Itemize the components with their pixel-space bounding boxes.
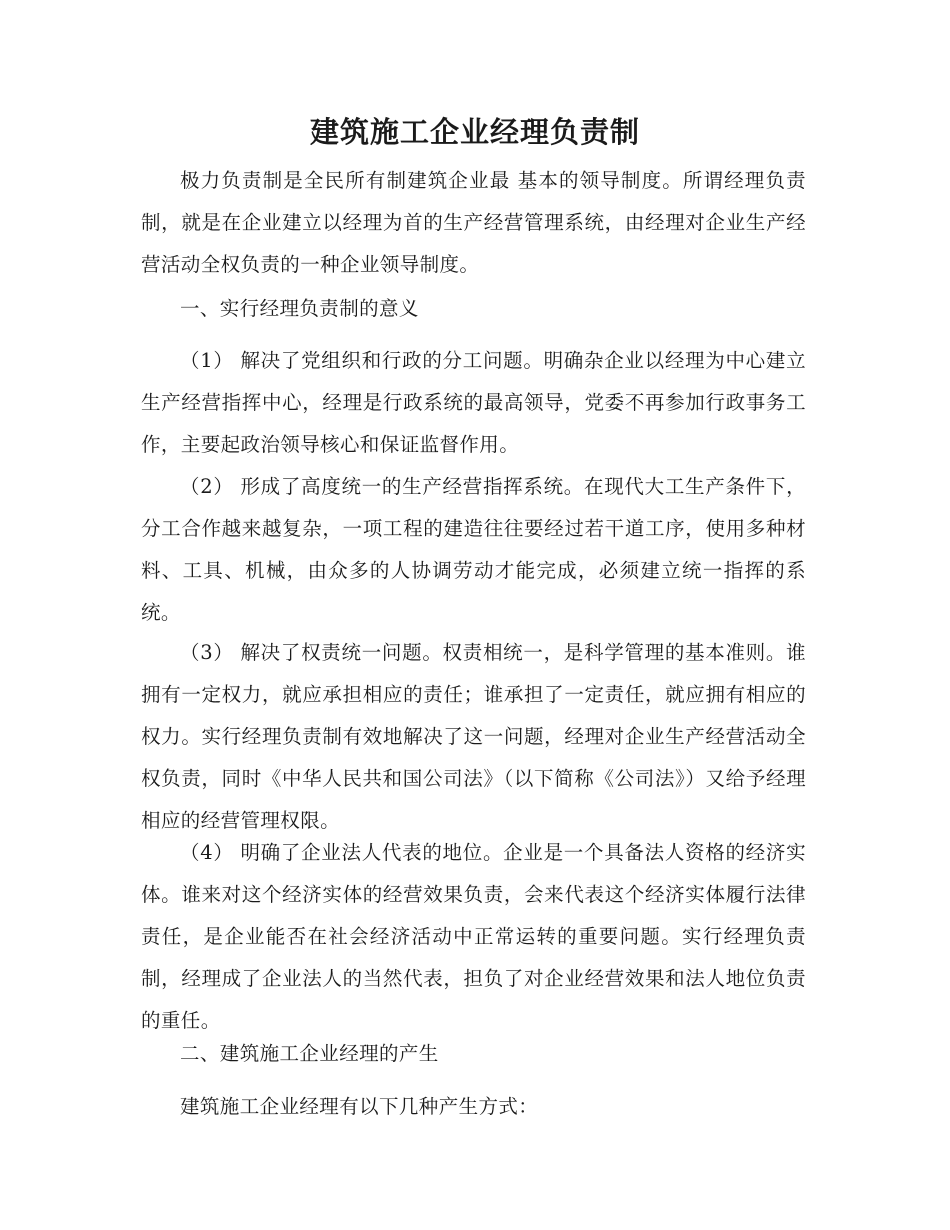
paragraph-point-3: （3） 解决了权责统一问题。权责相统一，是科学管理的基本准则。谁拥有一定权力，就应承担相应的责任；谁承担了一定责任，就应拥有相应的权力。实行经理负责制有效地解决了这一问题，经理对企业生产经营活动全权负责，同时《中华人民共和国公司法》（以下简称《公司法》）又给予经理相应的经营管理权限。: [141, 641, 806, 832]
paragraph-point-1: （1） 解决了党组织和行政的分工问题。明确杂企业以经理为中心建立生产经营指挥中心，经理是行政系统的最高领导，党委不再参加行政事务工作，主要起政治领导核心和保证监督作用。: [141, 349, 806, 456]
paragraph-methods-intro: 建筑施工企业经理有以下几种产生方式：: [180, 1095, 539, 1118]
paragraph-point-4: （4） 明确了企业法人代表的地位。企业是一个具备法人资格的经济实体。谁来对这个经济实体的经营效果负责，会来代表这个经济实体履行法律责任，是企业能否在社会经济活动中正常运转的重要问题。实行经理负责制，经理成了企业法人的当然代表，担负了对企业经营效果和法人地位负责的重任。: [141, 841, 806, 1032]
section-heading-1: 一、实行经理负责制的意义: [180, 297, 419, 320]
paragraph-point-2: （2） 形成了高度统一的生产经营指挥系统。在现代大工生产条件下，分工合作越来越复杂，一项工程的建造往往要经过若干道工序，使用多种材料、工具、机械，由众多的人协调劳动才能完成，必须建立统一指挥的系统。: [141, 475, 806, 624]
section-heading-2: 二、建筑施工企业经理的产生: [180, 1042, 439, 1065]
document-title: 建筑施工企业经理负责制: [309, 115, 640, 149]
paragraph-intro: 极力负责制是全民所有制建筑企业最 基本的领导制度。所谓经理负责制，就是在企业建立以经理为首的生产经营管理系统，由经理对企业生产经营活动全权负责的一种企业领导制度。: [141, 169, 806, 276]
